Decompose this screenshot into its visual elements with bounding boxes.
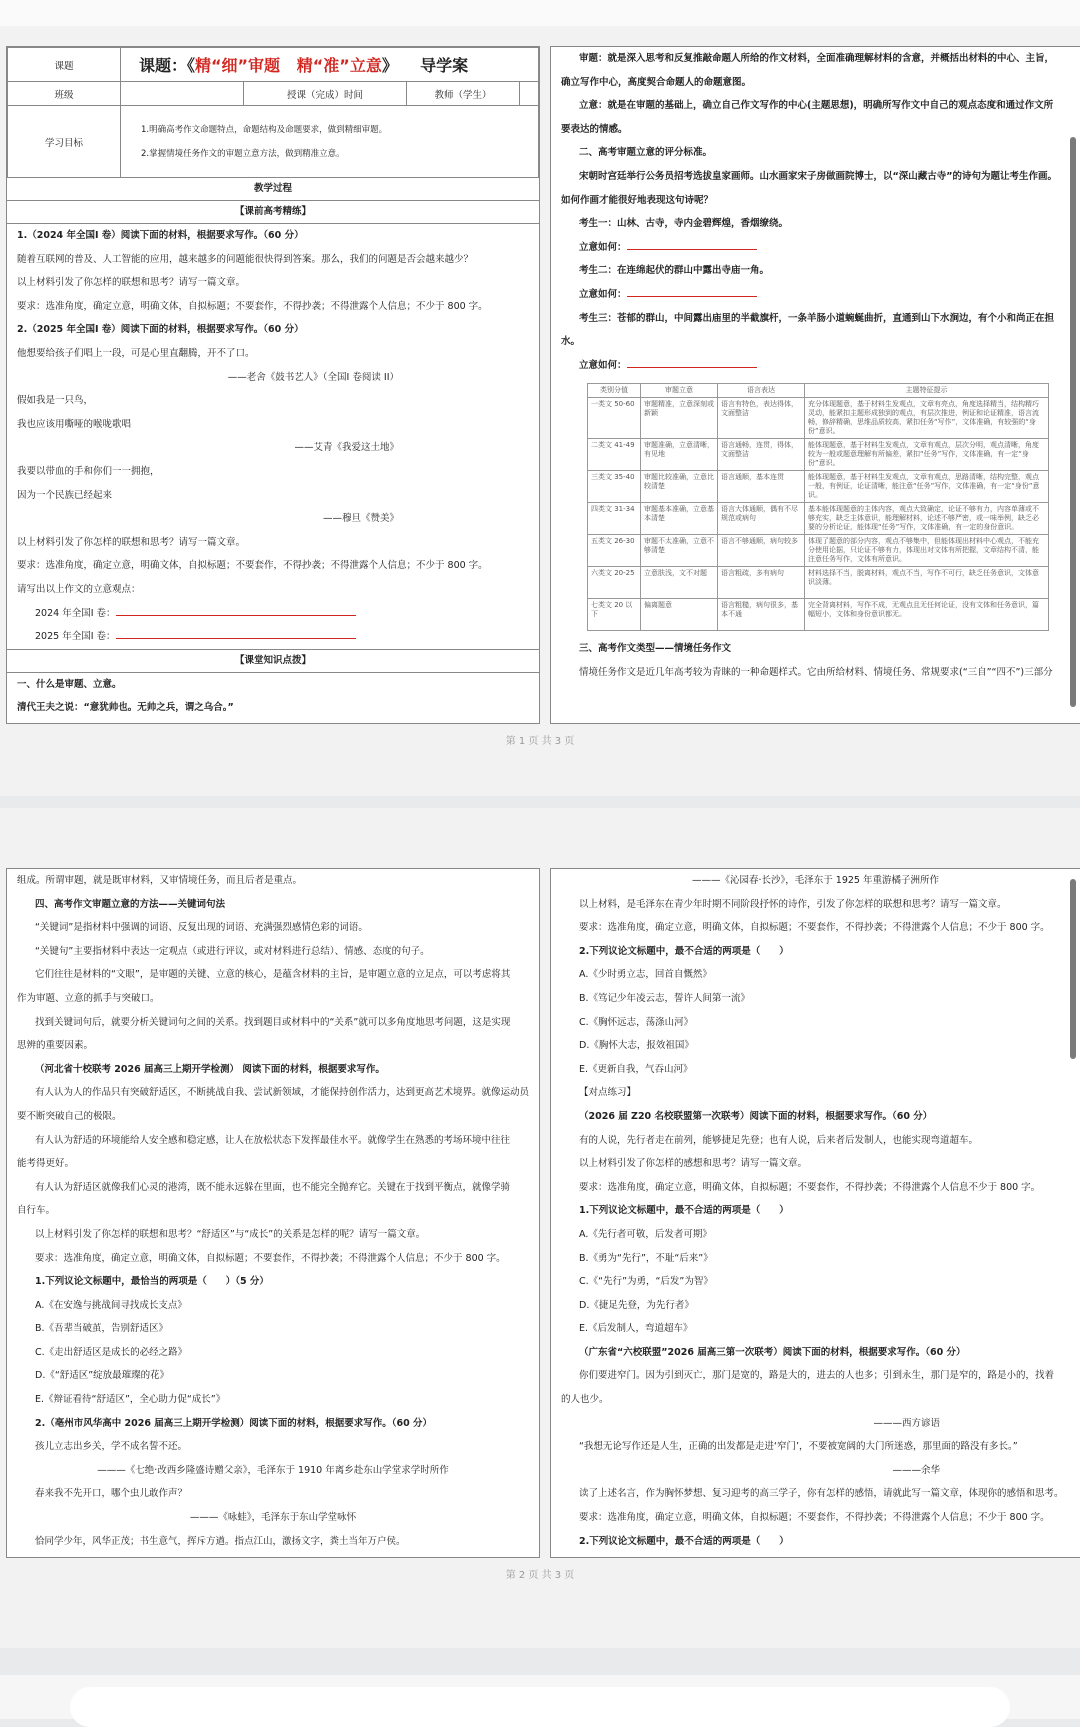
pre-class-heading: 【课前高考精练】 xyxy=(7,201,539,224)
text-line: 作为审题、立意的抓手与突破口。 xyxy=(17,992,160,1004)
rubric-cell: 语言大体通顺，偶有不尽规范或病句 xyxy=(718,503,805,535)
process-heading: 教学过程 xyxy=(7,178,539,201)
rubric-cell: 体现了题意的部分内容，观点不够集中，但能体现出材料中心观点，不能充分使用论据，只论证不够有力，体现出对文体有所把握，文章结构不清，能注意任务写作，文体有所意识。 xyxy=(805,535,1049,567)
text-line: 考生一：山林、古寺，寺内金碧辉煌，香烟缭绕。 xyxy=(579,218,789,230)
text-line: 请写出以上作文的立意观点： xyxy=(17,583,141,595)
page-1 xyxy=(0,26,1080,796)
text-line: 一、什么是审题、立意。 xyxy=(17,678,122,690)
text-line: 2.下列议论文标题中，最不合适的两项是（ ） xyxy=(579,1535,789,1547)
text-line: 要不断突破自己的极限。 xyxy=(17,1110,122,1122)
text-line: 你们要进窄门。因为引到灭亡，那门是宽的，路是大的，进去的人也多；引到永生，那门是窄的，路是小的，找着 xyxy=(579,1370,1055,1382)
rubric-cell: 六类文 20-25 xyxy=(588,567,641,599)
text-line: C.《“先行”为勇，“后发”为智》 xyxy=(579,1276,713,1288)
text-line: ———《七绝·改西乡隆盛诗赠父亲》，毛泽东于 1910 年离乡赴东山学堂求学时所作 xyxy=(97,1464,449,1476)
page1-left-column xyxy=(6,46,540,724)
text-line: A.《在安逸与挑战间寻找成长支点》 xyxy=(35,1299,187,1311)
rubric-row xyxy=(588,599,1049,631)
page-number-2: 第 2 页 共 3 页 xyxy=(505,1570,575,1581)
rubric-cell: 二类文 41-49 xyxy=(588,439,641,471)
text-line: ——老舍《鼓书艺人》（全国Ⅰ 卷阅读 II） xyxy=(227,371,399,383)
rubric-cell: 七类文 20 以下 xyxy=(588,599,641,631)
text-line: D.《“舒适区”绽放最璀璨的花》 xyxy=(35,1370,170,1382)
topic-label: 课题 xyxy=(8,48,121,82)
text-line: E.《后发制人，弯道超车》 xyxy=(579,1323,693,1335)
rubric-row xyxy=(588,567,1049,599)
text-line: “关键词”是指材料中强调的词语、反复出现的词语、充满强烈感情色彩的词语。 xyxy=(35,922,368,934)
text-line: 随着互联网的普及、人工智能的应用，越来越多的问题能很快得到答案。那么，我们的问题是否会越来越少？ xyxy=(17,253,474,265)
rubric-header-cell: 主题特征提示 xyxy=(805,384,1049,398)
rubric-cell: 一类文 50-60 xyxy=(588,398,641,439)
text-line: 以上材料，是毛泽东在青少年时期不同阶段抒怀的诗作，引发了你怎样的联想和思考？请写一篇文章。 xyxy=(579,898,1007,910)
rubric-cell: 基本能体现题意的主体内容，观点大致确定，论证不够有力，内容单薄或不够充实，缺乏主体意识，能理解材料，论述不够严密，或一味举例，缺乏必要的分析论证，能体现“任务”写作，文体准确，有一定的身份意识。 xyxy=(805,503,1049,535)
text-line: 以上材料引发了你怎样的联想和思考？请写一篇文章。 xyxy=(17,277,246,289)
view-2024-blank[interactable] xyxy=(116,605,356,616)
text-line: 的人也少。 xyxy=(561,1394,609,1406)
answer-blank[interactable] xyxy=(627,286,757,297)
page1-right-column xyxy=(550,46,1080,724)
page2-right-body xyxy=(551,869,1080,1553)
text-line: 审题：就是深入思考和反复推敲命题人所给的作文材料，全面准确理解材料的含意，并概括出材料的中心、主旨， xyxy=(579,53,1055,64)
rubric-cell: 审题不太准确，立意不够清楚 xyxy=(641,535,718,567)
rubric-cell: 能体现题意，基于材料生发观点，文章有观点，层次分明，观点清晰，角度较为一般或题意理解有所偏差，紧扣“任务”写作，文体准确，有一定“身份”意识。 xyxy=(805,439,1049,471)
text-line: B.《笃记少年凌云志，誓许人间第一流》 xyxy=(579,992,751,1004)
text-line: 以上材料引发了你怎样的感想和思考？请写一篇文章。 xyxy=(579,1158,808,1170)
text-line: 组成。所谓审题，就是既审材料，又审情境任务，而且后者是重点。 xyxy=(17,875,303,886)
text-line: E.《更新自我，气吞山河》 xyxy=(579,1063,693,1075)
top-strip xyxy=(0,0,1080,26)
text-line: C.《走出舒适区是成长的必经之路》 xyxy=(35,1346,188,1358)
text-line: 情境任务作文是近几年高考较为青睐的一种命题样式。它由所给材料、情境任务、常规要求(“三自”“四不”)三部分 xyxy=(579,666,1053,678)
rubric-cell: 语言通顺，基本连贯 xyxy=(718,471,805,503)
text-line: 春来我不先开口，哪个虫儿敢作声？ xyxy=(35,1488,188,1500)
text-line: 1.（2024 年全国Ⅰ 卷）阅读下面的材料，根据要求写作。（60 分） xyxy=(17,230,304,241)
page1-left-tail xyxy=(7,673,539,720)
text-line: （河北省十校联考 2026 届高三上期开学检测） 阅读下面的材料，根据要求写作。 xyxy=(35,1063,385,1075)
text-line: （2026 届 Z20 名校联盟第一次联考）阅读下面的材料，根据要求写作。（60 分） xyxy=(579,1110,933,1122)
text-line: 【对点练习】 xyxy=(579,1087,637,1099)
text-line: 2.（亳州市风华高中 2026 届高三上期开学检测）阅读下面的材料，根据要求写作。（60 分） xyxy=(35,1417,433,1429)
text-line: 因为一个民族已经起来 xyxy=(17,489,113,501)
text-line: 立意：就是在审题的基础上，确立自己作文写作的中心(主题思想)，明确所写作文中自己的观点态度和通过作文所 xyxy=(579,100,1054,112)
text-line: 清代王夫之说：“意犹帅也。无帅之兵，谓之乌合。” xyxy=(17,702,234,714)
rubric-cell: 语言粗糙，病句很多，基本不通 xyxy=(718,599,805,631)
page1-right-tail xyxy=(551,637,1080,684)
rubric-row xyxy=(588,439,1049,471)
text-line: 如何作画才能很好地表现这句诗呢？ xyxy=(561,194,714,206)
text-line: 恰同学少年，风华正茂；书生意气，挥斥方遒。指点江山，激扬文字，粪土当年万户侯。 xyxy=(35,1535,406,1547)
text-line: 要表达的情感。 xyxy=(561,123,628,135)
rubric-cell: 语言有特色，表达得体，文面整洁 xyxy=(718,398,805,439)
rubric-cell: 立意肤浅，文不对题 xyxy=(641,567,718,599)
text-line: D.《胸怀大志，报效祖国》 xyxy=(579,1040,694,1052)
text-line: 要求：选准角度，确定立意，明确文体，自拟标题；不要套作，不得抄袭；不得泄露个人信息；不少于 800 字。 xyxy=(35,1252,506,1264)
text-line: 要求：选准角度，确定立意，明确文体，自拟标题；不要套作，不得抄袭；不得泄露个人信息；不少于 800 字。 xyxy=(17,560,488,572)
text-line: 有的人说，先行者走在前列，能够捷足先登；也有人说，后来者后发制人，也能实现弯道超车。 xyxy=(579,1134,979,1146)
text-line: 立意如何： xyxy=(551,283,1080,307)
rubric-cell: 充分体现题意，基于材料生发观点，文章有亮点，角度选择精当，结构精巧灵动，能紧扣主题形成独到的观点，有层次推进，例证和论证精准，语言流畅，修辞精确，思维品质较高，紧扣任务“写作”，文体准确，有较强的“身份”意识。 xyxy=(805,398,1049,439)
text-line: 能考得更好。 xyxy=(17,1158,75,1170)
bottom-input-pill[interactable] xyxy=(70,1687,1010,1727)
text-line: ———西方谚语 xyxy=(873,1417,940,1429)
text-line: “我想无论写作还是人生，正确的出发都是走进‘窄门’，不要被宽阔的大门所迷惑，那里面的路没有多长。” xyxy=(579,1441,1018,1453)
rubric-row xyxy=(588,503,1049,535)
rubric-cell: 语言通畅，连贯，得体，文面整洁 xyxy=(718,439,805,471)
text-line: 找到关键词句后，就要分析关键词句之间的关系。找到题目或材料中的“关系”就可以多角度地思考问题，这是实现 xyxy=(35,1016,511,1028)
text-line: “关键句”主要指材料中表达一定观点（或进行评议，或对材料进行总结）、情感、态度的句子。 xyxy=(35,945,430,957)
scrollbar[interactable] xyxy=(1070,137,1076,707)
text-line: 有人认为人的作品只有突破舒适区，不断挑战自我、尝试新领域，才能保持创作活力，达到更高艺术境界。就像运动员 xyxy=(35,1087,530,1099)
text-line: 我也应该用嘶哑的喉咙歌唱 xyxy=(17,418,132,430)
text-line: A.《少时勇立志，回首自慨然》 xyxy=(579,969,712,981)
text-line: B.《勇为“先行”，不耻“后来”》 xyxy=(579,1252,713,1264)
page-number: 第 1 页 共 3 页 xyxy=(505,736,575,747)
goal-1: 1.明确高考作文命题特点，命题结构及命题要求，做到精细审题。 xyxy=(141,124,388,135)
rubric-cell: 五类文 26-30 xyxy=(588,535,641,567)
answer-blank[interactable] xyxy=(627,239,757,250)
text-line: 1.下列议论文标题中，最不合适的两项是（ ） xyxy=(579,1205,789,1217)
text-line: 孩儿立志出乡关，学不成名誓不还。 xyxy=(35,1441,188,1453)
view-2025-blank[interactable] xyxy=(116,628,356,639)
bottom-bar xyxy=(0,1675,1080,1719)
text-line: ——艾青《我爱这土地》 xyxy=(294,442,399,454)
text-line: 有人认为舒适的环境能给人安全感和稳定感，让人在放松状态下发挥最佳水平。就像学生在熟悉的考场环境中往往 xyxy=(35,1134,511,1146)
text-line: 以上材料引发了你怎样的联想和思考？请写一篇文章。 xyxy=(17,536,246,548)
text-line: 他想要给孩子们唱上一段，可是心里直翻腾，开不了口。 xyxy=(17,347,255,359)
text-line: 立意如何： xyxy=(551,354,1080,378)
rubric-row xyxy=(588,398,1049,439)
text-line: ———《沁园春·长沙》，毛泽东于 1925 年重游橘子洲所作 xyxy=(692,875,939,886)
text-line: 我要以带血的手和你们一一拥抱， xyxy=(17,465,160,477)
in-class-heading: 【课堂知识点拨】 xyxy=(7,649,539,673)
text-line: 读了上述名言，作为胸怀梦想、复习迎考的高三学子，你有怎样的感悟，请就此写一篇文章，体现你的感悟和思考。 xyxy=(579,1488,1064,1500)
text-line: 它们往往是材料的“文眼”，是审题的关键、立意的核心，是蕴含材料的主旨，是审题立意的立足点，可以考虑将其 xyxy=(35,969,511,981)
text-line: 1.下列议论文标题中，最恰当的两项是（ ）（5 分） xyxy=(35,1276,269,1288)
page-2 xyxy=(0,808,1080,1648)
text-line: 立意如何： xyxy=(551,236,1080,260)
goal-2: 2.掌握情境任务作文的审题立意方法，做到精准立意。 xyxy=(141,148,345,159)
text-line: 以上材料引发了你怎样的联想和思考？“舒适区”与“成长”的关系是怎样的呢？请写一篇文章。 xyxy=(35,1228,426,1240)
text-line: ———余华 xyxy=(892,1464,940,1476)
text-line: ——穆旦《赞美》 xyxy=(322,513,399,525)
text-line: 考生三：苍郁的群山，中间露出庙里的半截旗杆，一条羊肠小道蜿蜒曲折，直通到山下水涧边，有个小和尚正在担 xyxy=(579,312,1055,324)
rubric-cell: 偏离题意 xyxy=(641,599,718,631)
text-line: （广东省“六校联盟”2026 届高三第一次联考）阅读下面的材料，根据要求写作。（60 分） xyxy=(579,1346,966,1358)
text-line: 要求：选准角度，确定立意，明确文体，自拟标题；不要套作，不得抄袭；不得泄露个人信息不少于 800 字。 xyxy=(579,1181,1041,1193)
class-label: 班级 xyxy=(8,82,121,106)
rubric-cell: 完全背离材料，写作不成，无观点且无任何论证，没有文体和任务意识，篇幅短小，文体和身份意识都无。 xyxy=(805,599,1049,631)
lesson-title: 课题：《精“细”审题 精“准”立意》 导学案 xyxy=(121,48,539,82)
text-line: 要求：选准角度，确定立意，明确文体，自拟标题；不要套作，不得抄袭；不得泄露个人信息；不少于 800 字。 xyxy=(579,922,1050,934)
rubric-cell: 材料选择不当，脱离材料，观点不当，写作不可行，缺乏任务意识，文体意识淡薄。 xyxy=(805,567,1049,599)
text-line: 三、高考作文类型——情境任务作文 xyxy=(579,643,732,655)
view-2025-line: 2025 年全国Ⅰ 卷： xyxy=(7,625,539,649)
text-line: 思辨的重要因素。 xyxy=(17,1040,94,1052)
view-2024-line: 2024 年全国Ⅰ 卷： xyxy=(7,602,539,626)
rubric-cell: 四类文 31-34 xyxy=(588,503,641,535)
rubric-cell: 三类文 35-40 xyxy=(588,471,641,503)
goal-label: 学习目标 xyxy=(8,106,121,178)
rubric-header-cell: 语言表达 xyxy=(718,384,805,398)
page1-right-body xyxy=(551,47,1080,377)
text-line: 自行车。 xyxy=(17,1205,56,1217)
rubric-row xyxy=(588,535,1049,567)
teacher-label: 教师（学生） xyxy=(407,82,520,106)
text-line: 2.（2025 年全国Ⅰ 卷）阅读下面的材料，根据要求写作。（60 分） xyxy=(17,324,304,336)
rubric-table xyxy=(587,383,1049,631)
rubric-cell: 审题精准，立意深刻或新颖 xyxy=(641,398,718,439)
text-line: B.《吾辈当破茧，告别舒适区》 xyxy=(35,1323,169,1335)
text-line: C.《胸怀远志，荡涤山河》 xyxy=(579,1016,694,1028)
text-line: 确立写作中心，高度契合命题人的命题意图。 xyxy=(561,76,752,88)
text-line: 宋朝时宫廷举行公务员招考选拔皇家画师。山水画家宋子房做画院博士，以“深山藏古寺”的诗句为题让考生作画。 xyxy=(579,170,1057,182)
time-label: 授课（完成）时间 xyxy=(244,82,407,106)
rubric-header-cell: 类别分值 xyxy=(588,384,641,398)
rubric-cell: 审题准确，立意清晰，有见地 xyxy=(641,439,718,471)
lesson-header-table xyxy=(7,47,539,178)
text-line: 2.下列议论文标题中，最不合适的两项是（ ） xyxy=(579,945,789,957)
text-line: 要求：选准角度，确定立意，明确文体，自拟标题；不要套作，不得抄袭；不得泄露个人信息；不少于 800 字。 xyxy=(579,1512,1050,1524)
rubric-cell: 语言不够通顺，病句较多 xyxy=(718,535,805,567)
answer-blank[interactable] xyxy=(627,357,757,368)
text-line: 假如我是一只鸟， xyxy=(17,395,94,407)
rubric-row xyxy=(588,471,1049,503)
page2-right-column xyxy=(550,868,1080,1558)
scrollbar-2[interactable] xyxy=(1070,879,1076,1059)
page2-left-column xyxy=(6,868,540,1558)
text-line: ———《咏蛙》，毛泽东于东山学堂咏怀 xyxy=(189,1512,357,1524)
text-line: 要求：选准角度，确定立意，明确文体，自拟标题；不要套作，不得抄袭；不得泄露个人信息；不少于 800 字。 xyxy=(17,300,488,312)
text-line: 有人认为舒适区就像我们心灵的港湾，既不能永远躲在里面，也不能完全抛弃它。关键在于找到平衡点，就像学骑 xyxy=(35,1181,511,1193)
rubric-cell: 审题比较准确，立意比较清楚 xyxy=(641,471,718,503)
page1-left-body xyxy=(7,224,539,602)
rubric-cell: 审题基本准确，立意基本清楚 xyxy=(641,503,718,535)
text-line: 四、高考作文审题立意的方法——关键词句法 xyxy=(35,898,226,910)
text-line: D.《捷足先登，为先行者》 xyxy=(579,1299,694,1311)
text-line: 二、高考审题立意的评分标准。 xyxy=(579,147,713,159)
text-line: E.《辩证看待“舒适区”，全心助力促“成长”》 xyxy=(35,1394,226,1406)
rubric-header-cell: 审题立意 xyxy=(641,384,718,398)
rubric-cell: 语言粗疏，多有病句 xyxy=(718,567,805,599)
text-line: A.《先行者可敬，后发者可期》 xyxy=(579,1228,712,1240)
rubric-cell: 能体现题意，基于材料生发观点，文章有观点，思路清晰，结构完整，观点一般，有例证，论证清晰，能注意“任务”写作，文体准确，有一定“身份”意识。 xyxy=(805,471,1049,503)
text-line: 水。 xyxy=(561,336,581,348)
page2-left-body xyxy=(7,869,539,1553)
text-line: 考生二：在连绵起伏的群山中露出寺庙一角。 xyxy=(579,265,770,277)
